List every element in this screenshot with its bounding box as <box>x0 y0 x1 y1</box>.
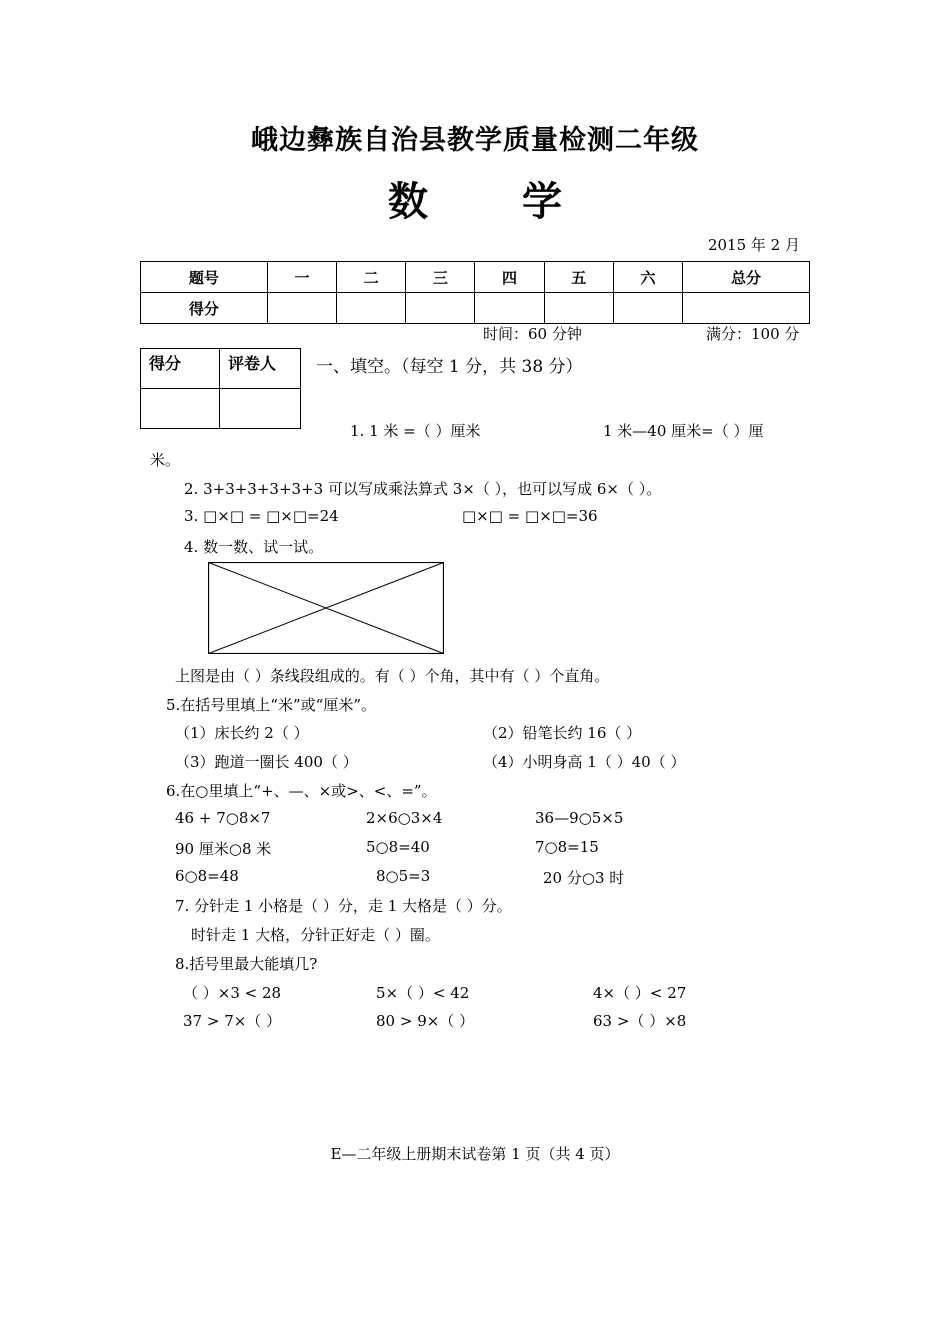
exam-date: 2015 年 2 月 <box>707 236 800 254</box>
question-6-item: 90 厘米○8 米 <box>175 840 272 858</box>
score-blank <box>406 293 475 324</box>
score-table-header-row <box>141 262 810 293</box>
question-6-item: 46 + 7○8×7 <box>175 809 271 827</box>
question-3b: □×□ = □×□=36 <box>462 507 598 525</box>
section-title: 一、填空。（每空 1 分，共 38 分） <box>316 357 583 377</box>
exam-time: 时间：60 分钟 <box>483 325 582 343</box>
subject-title: 数 学 <box>388 179 602 225</box>
score-blank <box>337 293 406 324</box>
grader-score-label: 得分 <box>141 349 220 389</box>
grader-score-blank <box>141 389 220 429</box>
score-cell: 题号 <box>141 262 268 293</box>
question-3a: 3. □×□ = □×□=24 <box>184 507 339 525</box>
score-cell: 得分 <box>141 293 268 324</box>
question-8-item: 80 > 9×（ ） <box>376 1012 475 1030</box>
score-cell: 总分 <box>683 262 810 293</box>
question-5-2: （2）铅笔长约 16（ ） <box>483 724 642 742</box>
question-8: 8.括号里最大能填几? <box>175 955 318 973</box>
exam-title: 峨边彝族自治县教学质量检测二年级 <box>251 125 699 156</box>
question-6-item: 8○5=3 <box>376 867 431 885</box>
score-blank <box>475 293 544 324</box>
question-1a: 1. 1 米 =（ ）厘米 <box>350 422 481 440</box>
score-cell: 五 <box>544 262 613 293</box>
grader-box <box>140 348 301 429</box>
question-6-item: 6○8=48 <box>175 867 239 885</box>
question-2: 2. 3+3+3+3+3+3 可以写成乘法算式 3×（ ），也可以写成 6×（ ）。 <box>184 480 662 498</box>
score-cell: 二 <box>337 262 406 293</box>
question-8-item: （ ）×3 < 28 <box>183 984 282 1002</box>
page-footer: E—二年级上册期末试卷第 1 页（共 4 页） <box>330 1145 620 1163</box>
full-score: 满分：100 分 <box>706 325 800 343</box>
question-8-item: 4×（ ）< 27 <box>593 984 687 1002</box>
question-6-item: 7○8=15 <box>535 838 599 856</box>
question-8-item: 63 >（ ）×8 <box>593 1012 687 1030</box>
question-1b: 1 米—40 厘米=（ ）厘 <box>603 422 764 440</box>
question-6-item: 5○8=40 <box>366 838 430 856</box>
question-4: 4. 数一数、试一试。 <box>184 538 324 556</box>
question-7b: 时针走 1 大格，分针正好走（ ）圈。 <box>191 926 440 944</box>
score-blank <box>613 293 682 324</box>
score-cell: 一 <box>267 262 336 293</box>
score-cell: 四 <box>475 262 544 293</box>
question-6-item: 2×6○3×4 <box>366 809 443 827</box>
question-5-3: （3）跑道一圈长 400（ ） <box>175 753 358 771</box>
score-blank <box>544 293 613 324</box>
grader-name-blank <box>220 389 301 429</box>
question-5: 5.在括号里填上“米”或“厘米”。 <box>166 696 376 714</box>
question-6-item: 36—9○5×5 <box>535 809 624 827</box>
question-5-1: （1）床长约 2（ ） <box>175 724 309 742</box>
question-6-item: 20 分○3 时 <box>543 869 625 887</box>
question-5-4: （4）小明身高 1（ ）40（ ） <box>483 753 686 771</box>
grader-name-label: 评卷人 <box>220 349 301 389</box>
score-cell: 三 <box>406 262 475 293</box>
score-blank <box>267 293 336 324</box>
score-table <box>140 261 810 324</box>
score-blank <box>683 293 810 324</box>
question-1c: 米。 <box>150 451 181 469</box>
score-table-score-row <box>141 293 810 324</box>
question-4-answer: 上图是由（ ）条线段组成的。有（ ）个角，其中有（ ）个直角。 <box>175 667 610 685</box>
score-cell: 六 <box>613 262 682 293</box>
rectangle-diagonals-figure <box>208 562 444 654</box>
question-8-item: 37 > 7×（ ） <box>183 1012 282 1030</box>
question-7a: 7. 分针走 1 小格是（ ）分，走 1 大格是（ ）分。 <box>175 897 512 915</box>
question-6: 6.在○里填上“+、—、×或>、<、=”。 <box>166 782 437 800</box>
question-8-item: 5×（ ）< 42 <box>376 984 470 1002</box>
